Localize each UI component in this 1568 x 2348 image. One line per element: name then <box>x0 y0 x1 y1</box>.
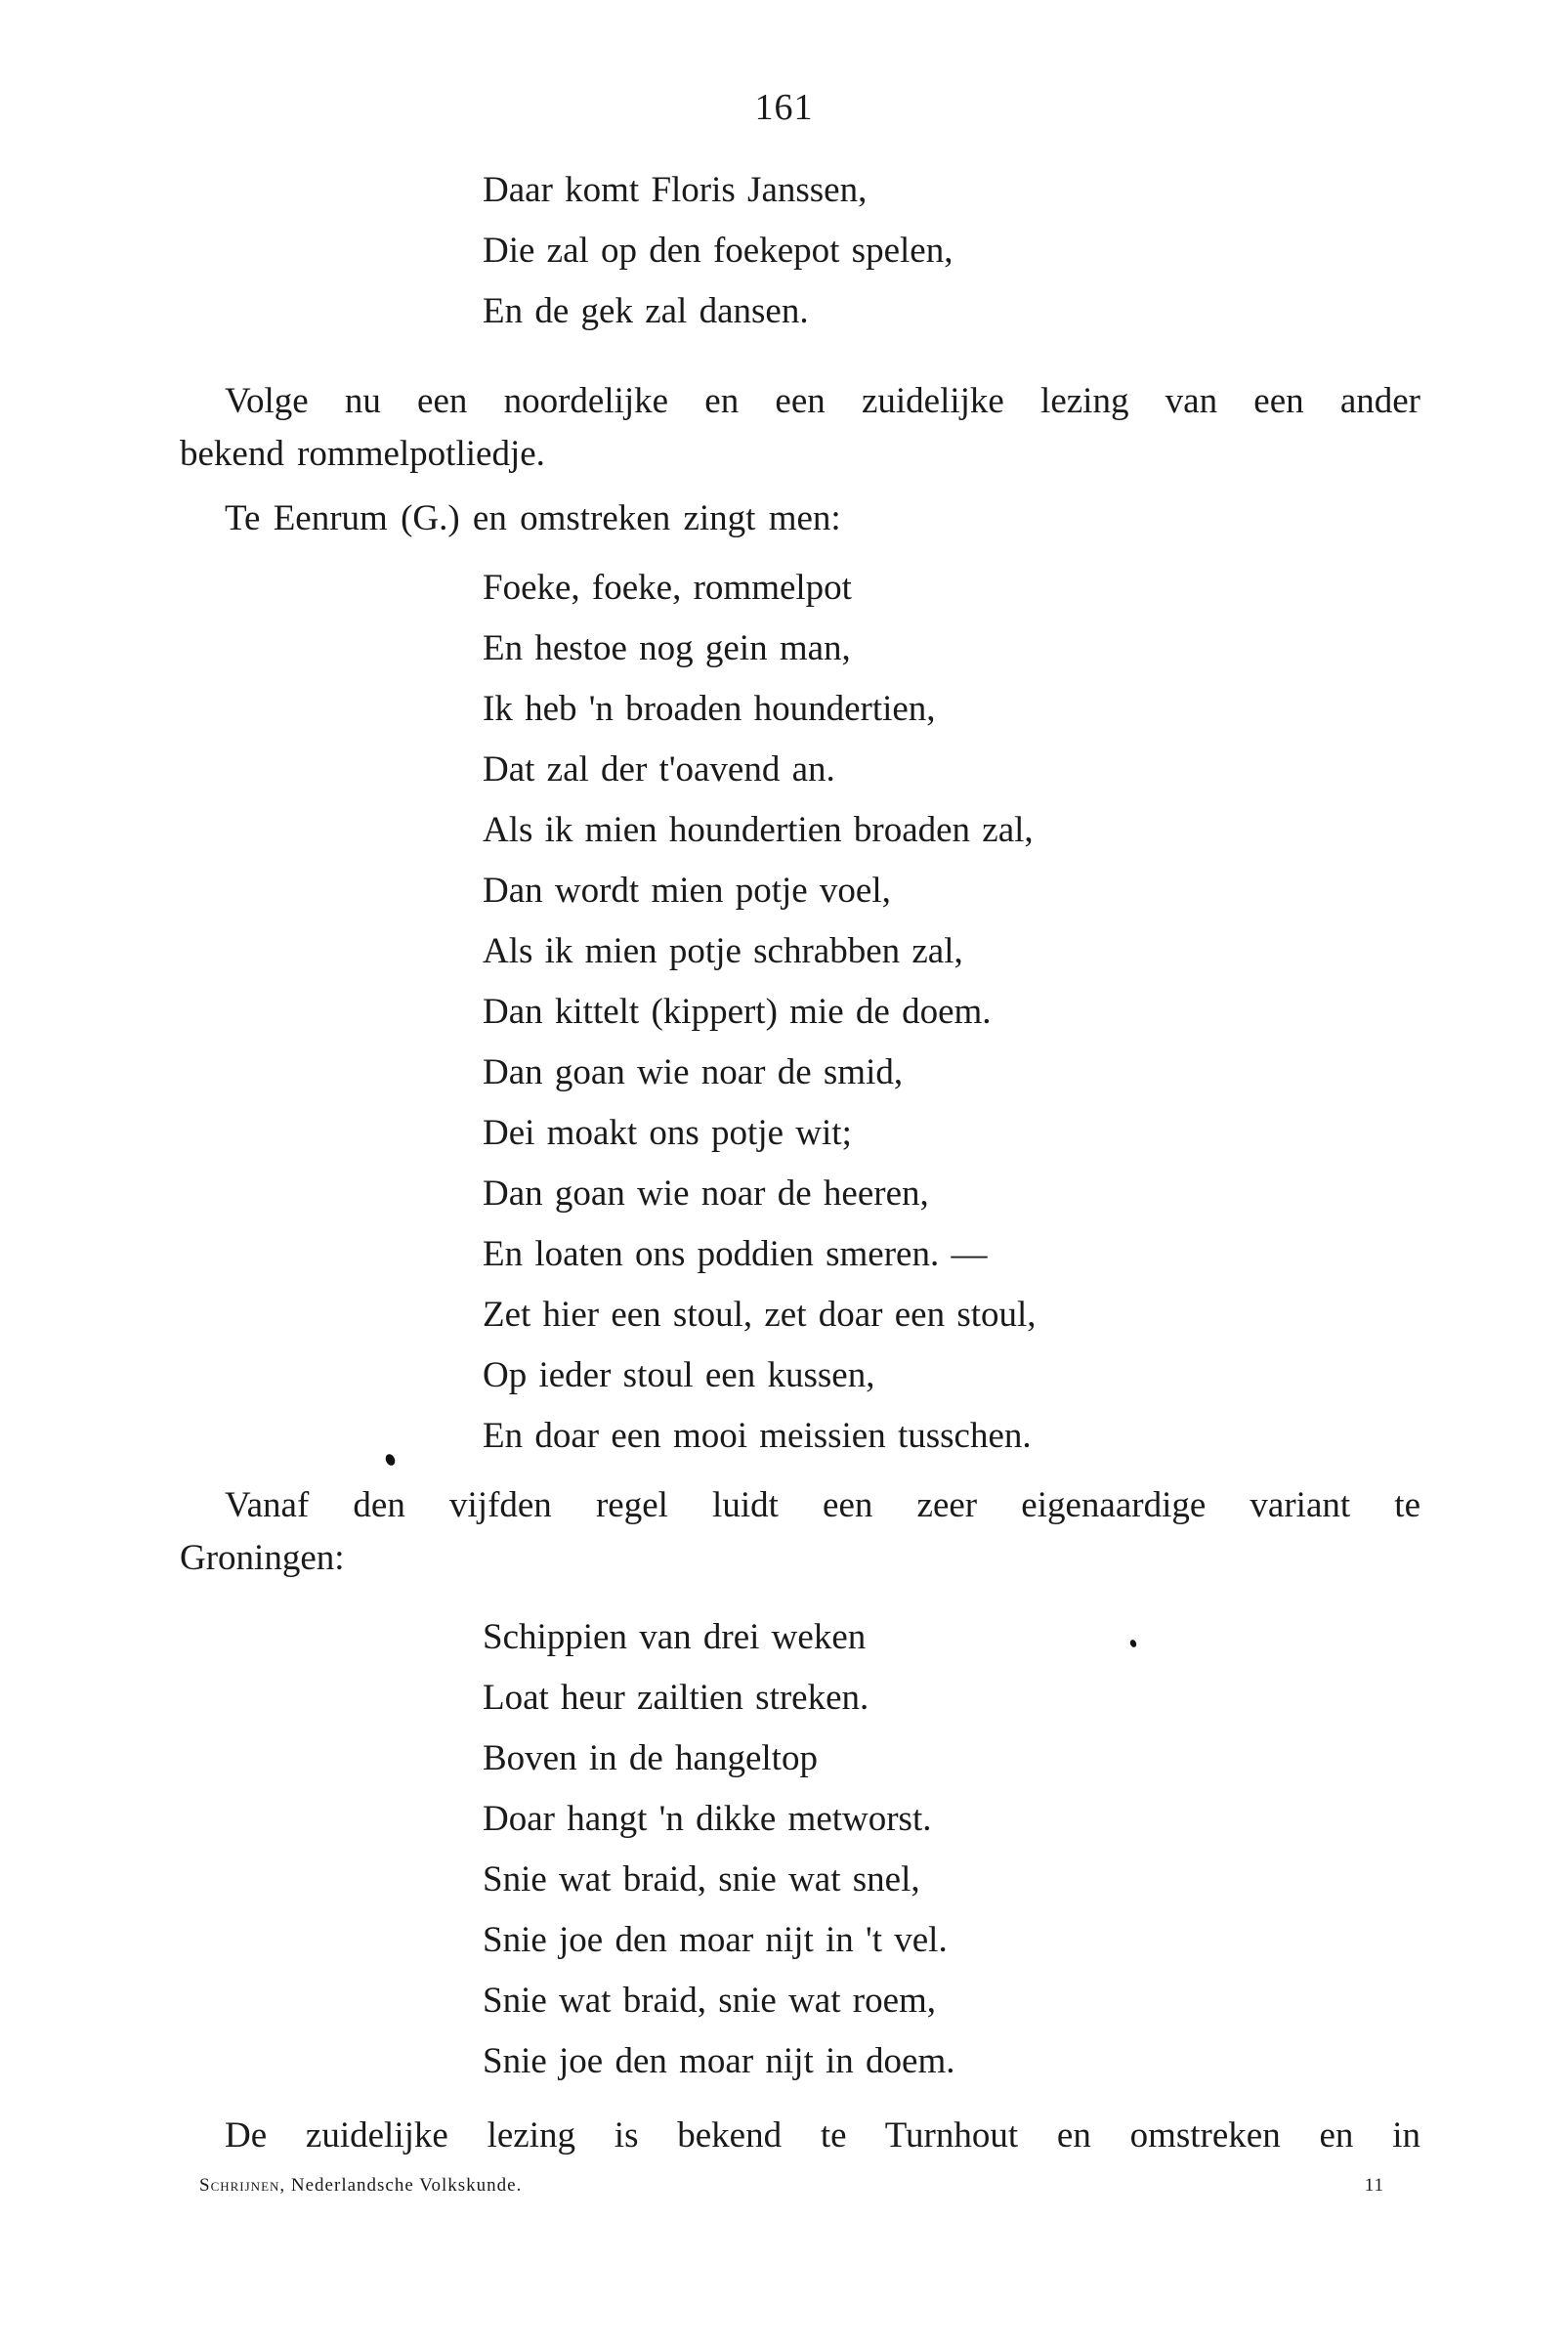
paragraph-line: De zuidelijke lezing is bekend te Turnhout en omstreken en in <box>225 2115 1420 2156</box>
verse-line: En de gek zal dansen. <box>483 291 809 331</box>
verse-line: Zet hier een stoul, zet doar een stoul, <box>483 1295 1037 1335</box>
paragraph-1 <box>180 375 1420 481</box>
verse-line: Doar hangt 'n dikke metworst. <box>483 1799 932 1839</box>
verse-line: Snie wat braid, snie wat roem, <box>483 1981 937 2021</box>
verse-line: Ik heb 'n broaden houndertien, <box>483 689 936 729</box>
page-number: 161 <box>754 87 814 128</box>
verse-line: Daar komt Floris Janssen, <box>483 170 868 210</box>
verse-line: Loat heur zailtien streken. <box>483 1678 869 1718</box>
verse-line: Als ik mien potje schrabben zal, <box>483 931 963 971</box>
verse-line: Foeke, foeke, rommelpot <box>483 568 852 608</box>
verse-line: Dan wordt mien potje voel, <box>483 871 891 911</box>
signature-mark: 11 <box>1364 2175 1384 2196</box>
verse-line: Dei moakt ons potje wit; <box>483 1113 852 1153</box>
paragraph-line: Vanaf den vijfden regel luidt een zeer eigenaardige variant te <box>225 1485 1420 1525</box>
footer-title: Nederlandsche Volkskunde. <box>290 2175 523 2196</box>
verse-line: Dan goan wie noar de heeren, <box>483 1174 929 1214</box>
verse-line: Boven in de hangeltop <box>483 1738 818 1778</box>
page-footer <box>199 2175 1384 2197</box>
paragraph-line: bekend rommelpotliedje. <box>180 434 545 474</box>
verse-line: En doar een mooi meissien tusschen. <box>483 1416 1032 1456</box>
ink-spot <box>1129 1639 1138 1648</box>
verse-line: Dat zal der t'oavend an. <box>483 749 835 790</box>
footer-author: Schrijnen, <box>199 2175 286 2196</box>
verse-2 <box>483 558 1037 1467</box>
paragraph-line: Volge nu een noordelijke en een zuidelijke lezing van een ander <box>225 381 1420 421</box>
paragraph-2: Te Eenrum (G.) en omstreken zingt men: <box>225 498 841 538</box>
verse-line: Op ieder stoul een kussen, <box>483 1355 875 1395</box>
verse-3 <box>483 1607 955 2092</box>
ink-spot <box>384 1453 397 1468</box>
verse-line: Dan goan wie noar de smid, <box>483 1052 904 1092</box>
verse-line: Als ik mien houndertien broaden zal, <box>483 810 1034 850</box>
verse-line: Schippien van drei weken <box>483 1617 867 1657</box>
verse-1 <box>483 160 953 342</box>
verse-line: Snie joe den moar nijt in doem. <box>483 2041 955 2081</box>
verse-line: En hestoe nog gein man, <box>483 628 851 668</box>
paragraph-3 <box>180 1479 1420 1585</box>
verse-line: Die zal op den foekepot spelen, <box>483 231 954 271</box>
verse-line: Dan kittelt (kippert) mie de doem. <box>483 992 992 1032</box>
paragraph-line: Groningen: <box>180 1538 345 1578</box>
paragraph-4 <box>225 2110 1420 2162</box>
verse-line: Snie wat braid, snie wat snel, <box>483 1859 920 1900</box>
verse-line: En loaten ons poddien smeren. — <box>483 1234 988 1274</box>
footer-citation <box>199 2175 522 2197</box>
verse-line: Snie joe den moar nijt in 't vel. <box>483 1920 948 1960</box>
